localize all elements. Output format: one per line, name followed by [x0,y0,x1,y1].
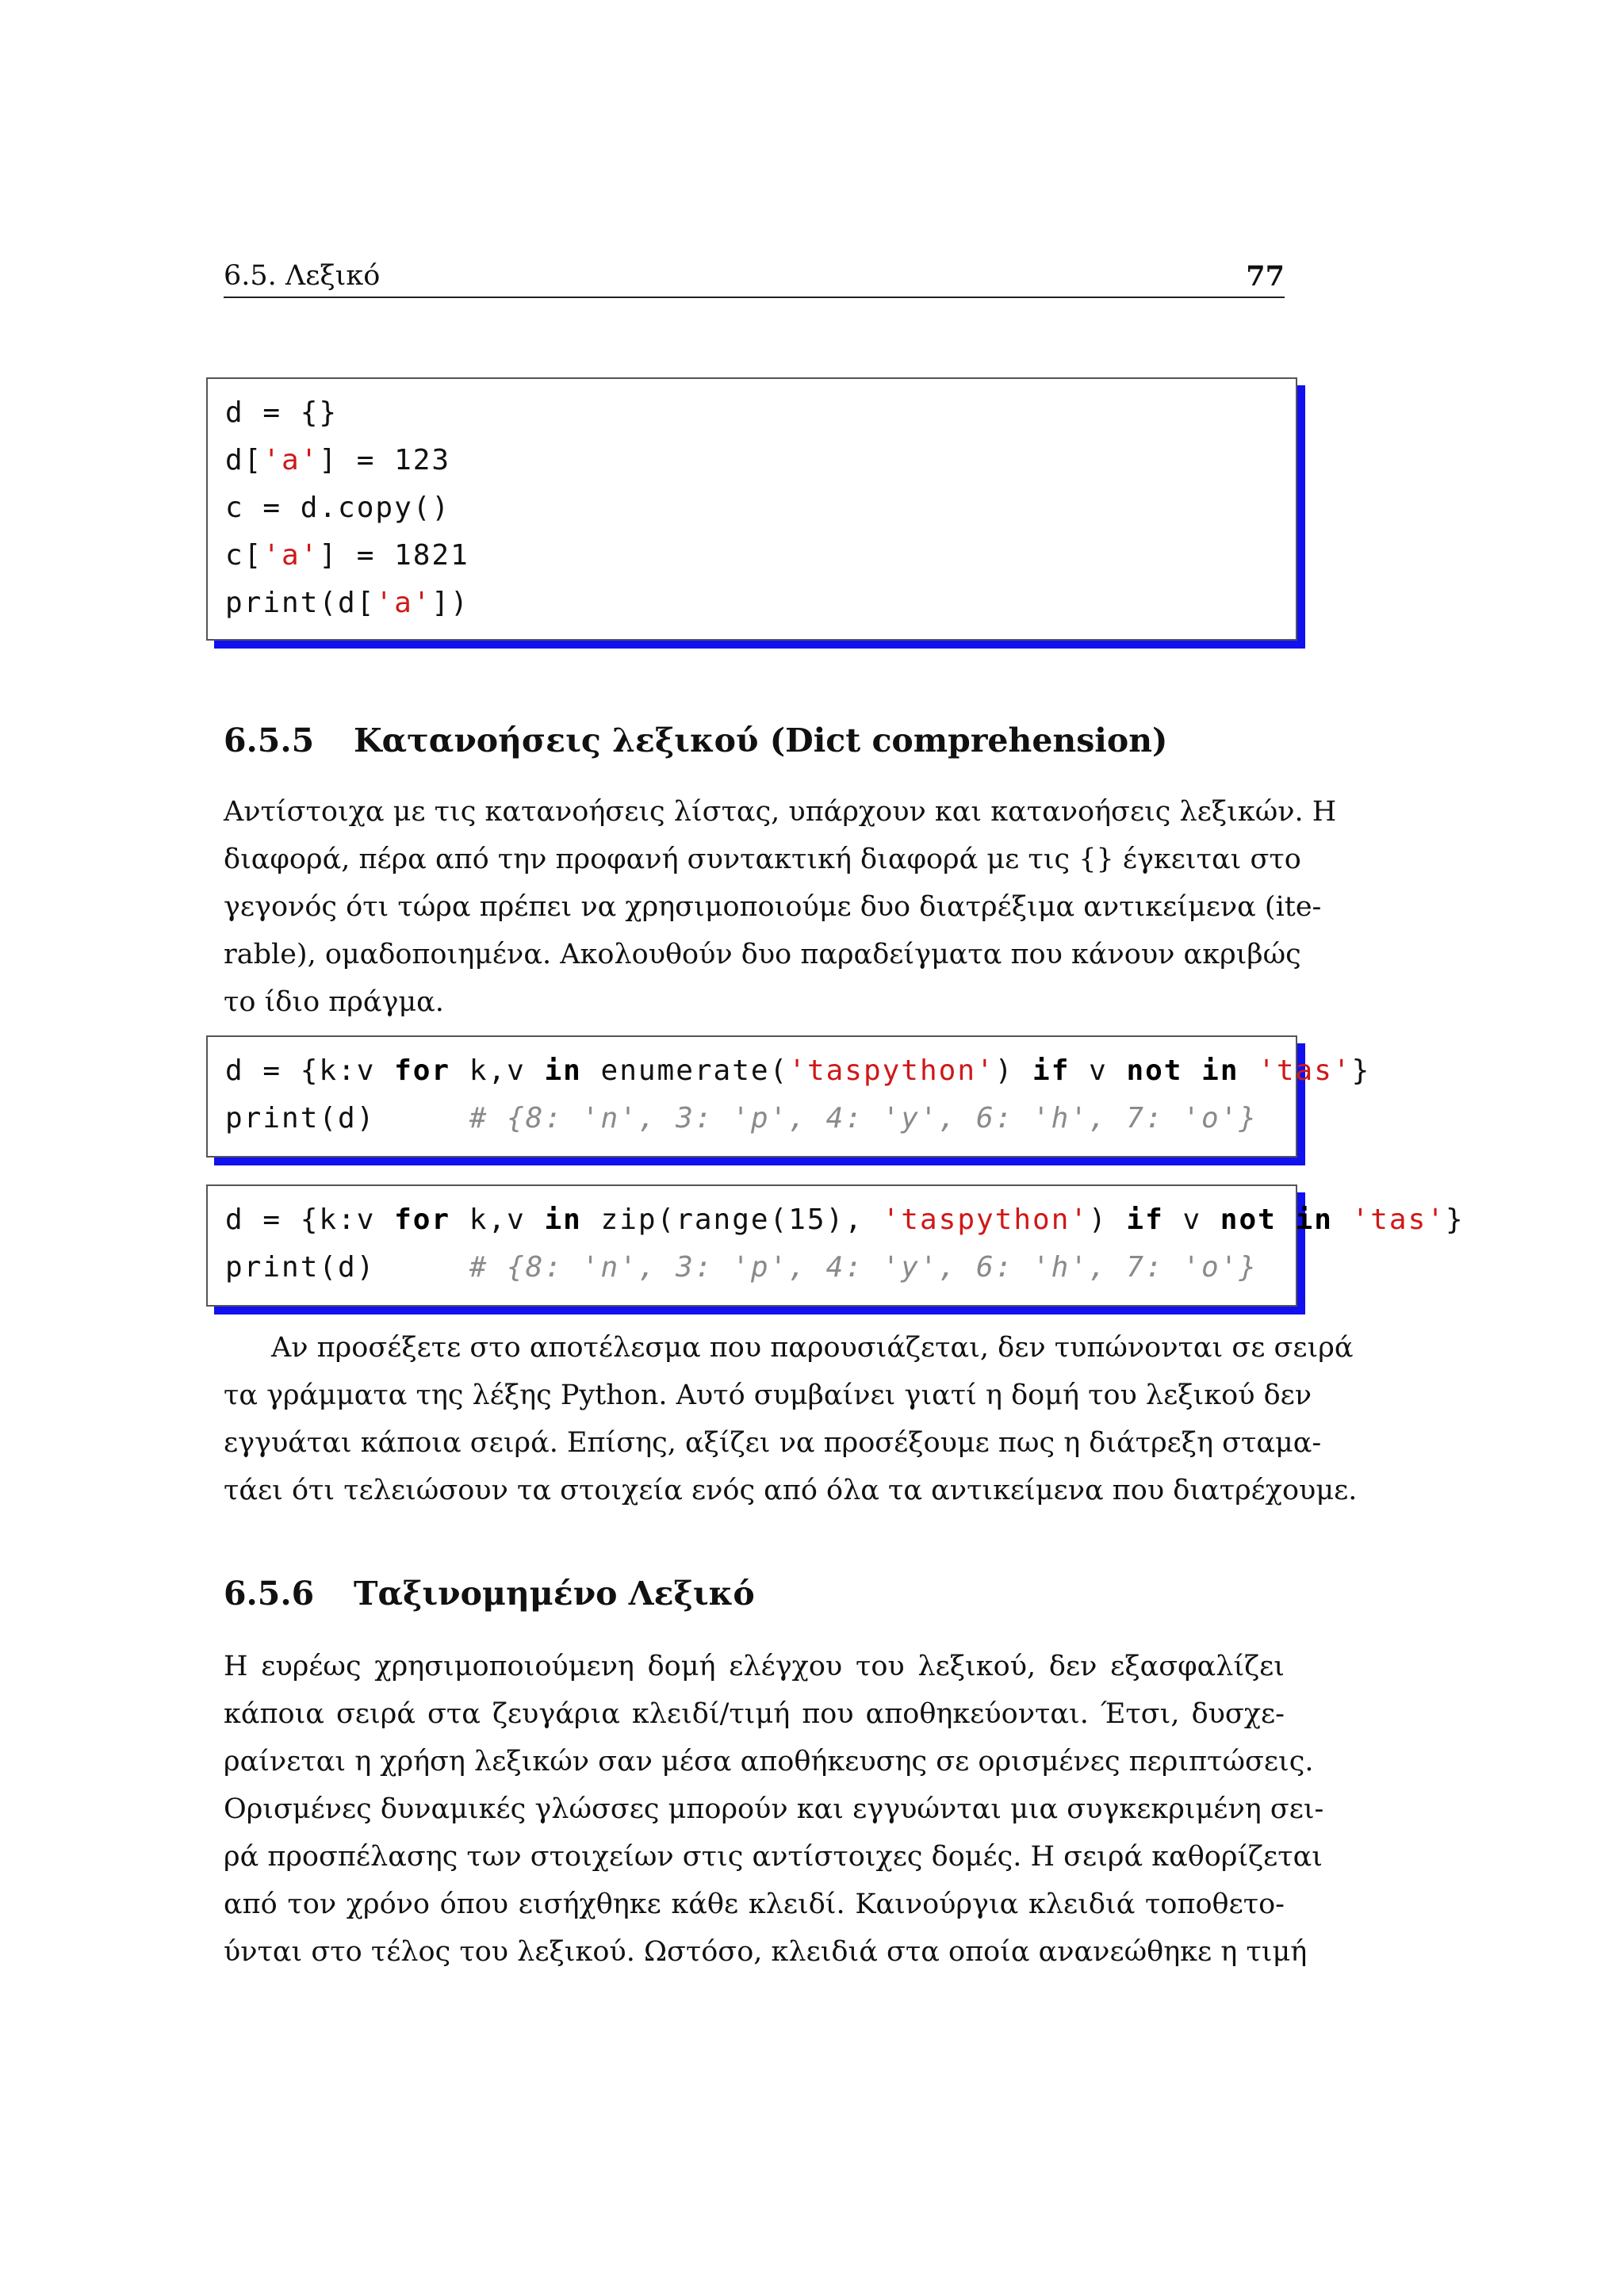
code-line [225,1102,1258,1135]
code-line [225,444,450,476]
header-section-title: 6.5. Λεξικό [224,260,381,292]
code-token: print(d) [225,1102,469,1135]
code-token: d[ [225,444,263,476]
code-string: 'taspython' [882,1203,1090,1236]
code-token: ) [1089,1203,1127,1236]
code-keyword: not [1220,1203,1277,1236]
code-token [1277,1203,1296,1236]
code-listing-copy [206,377,1297,641]
code-token [1333,1203,1352,1236]
paragraph-line: γεγονός ότι τώρα πρέπει να χρησιμοποιούμε δυο διατρέξιμα αντικείμενα (ite- [224,891,1322,923]
code-line [225,492,450,524]
code-line [225,1251,1258,1284]
code-token: v [1163,1203,1220,1236]
paragraph-line: κάποια σειρά στα ζευγάρια κλειδί/τιμή που αποθηκεύονται. Έτσι, δυσχε- [224,1698,1285,1730]
section-heading-6-5-5 [224,721,1167,760]
code-token: c = d.copy() [225,492,451,524]
code-string: 'a' [262,444,320,476]
code-token: ]) [431,587,469,619]
paragraph-line: τάει ότι τελειώσουν τα στοιχεία ενός από όλα τα αντικείμενα που διατρέχουμε. [224,1475,1358,1506]
code-comment: # {8: 'n', 3: 'p', 4: 'y', 6: 'h', 7: 'o'} [469,1102,1258,1135]
code-line [225,539,469,572]
paragraph-line: εγγυάται κάποια σειρά. Επίσης, αξίζει να προσέξουμε πως η διάτρεξη σταμα- [224,1427,1322,1459]
code-keyword: for [394,1054,451,1087]
code-string: 'tas' [1351,1203,1446,1236]
paragraph-line: ρά προσπέλασης των στοιχείων στις αντίστοιχες δομές. Η σειρά καθορίζεται [224,1841,1323,1873]
code-token: ] = 123 [319,444,451,476]
section-heading-6-5-6 [224,1575,755,1613]
code-string: 'a' [375,587,432,619]
paragraph-line: το ίδιο πράγμα. [224,986,444,1018]
code-listing-enumerate [206,1035,1371,1158]
paragraph-line: ραίνεται η χρήση λεξικών σαν μέσα αποθήκευσης σε ορισμένες περιπτώσεις. [224,1746,1314,1777]
paragraph-line: από τον χρόνο όπου εισήχθηκε κάθε κλειδί. Καινούργια κλειδιά τοποθετο- [224,1888,1285,1920]
code-line [225,1203,1465,1236]
code-token: d = {k:v [225,1203,395,1236]
section-title: Κατανοήσεις λεξικού (Dict comprehension) [354,721,1168,760]
code-token: } [1445,1203,1465,1236]
paragraph-line: rable), ομαδοποιημένα. Ακολουθούν δυο παραδείγματα που κάνουν ακριβώς [224,939,1301,970]
code-keyword: in [544,1054,582,1087]
code-line [225,587,469,619]
paragraph-line: ύνται στο τέλος του λεξικού. Ωστόσο, κλειδιά στα οποία ανανεώθηκε η τιμή [224,1936,1308,1968]
code-token: d = {} [225,396,339,429]
running-header [224,255,1285,298]
code-token: ) [994,1054,1033,1087]
code-keyword: if [1126,1203,1164,1236]
code-keyword: in [544,1203,582,1236]
paragraph-line: τα γράμματα της λέξης Python. Αυτό συμβαίνει γιατί η δομή του λεξικού δεν [224,1380,1312,1411]
code-keyword: in [1295,1203,1333,1236]
section-title: Ταξινομημένο Λεξικό [354,1575,755,1613]
paragraph-line: Η ευρέως χρησιμοποιούμενη δομή ελέγχου του λεξικού, δεν εξασφαλίζει [224,1651,1285,1682]
code-line [225,1054,1370,1087]
code-listing-zip [206,1184,1465,1307]
paragraph-line: διαφορά, πέρα από την προφανή συντακτική διαφορά με τις {} έγκειται στο [224,844,1301,875]
code-token: k,v [450,1203,545,1236]
code-keyword: if [1032,1054,1071,1087]
code-token: k,v [450,1054,545,1087]
paragraph-line: Αν προσέξετε στο αποτέλεσμα που παρουσιάζεται, δεν τυπώνονται σε σειρά [271,1332,1354,1364]
code-token [1239,1054,1258,1087]
code-keyword: for [394,1203,451,1236]
code-string: 'a' [262,539,320,572]
section-number: 6.5.6 [224,1575,315,1613]
code-string: 'taspython' [788,1054,995,1087]
code-token: } [1351,1054,1371,1087]
paragraph-line: Ορισμένες δυναμικές γλώσσες μπορούν και εγγυώνται μια συγκεκριμένη σει- [224,1793,1324,1825]
code-token: print(d) [225,1251,469,1284]
page-number: 77 [1246,260,1285,293]
code-token: enumerate( [581,1054,789,1087]
code-token: c[ [225,539,263,572]
code-keyword: not [1126,1054,1183,1087]
code-token: v [1070,1054,1127,1087]
code-token: zip(range(15), [581,1203,883,1236]
section-number: 6.5.5 [224,721,315,760]
code-keyword: in [1201,1054,1239,1087]
code-token: ] = 1821 [319,539,469,572]
code-token: print(d[ [225,587,376,619]
code-string: 'tas' [1258,1054,1352,1087]
code-token: d = {k:v [225,1054,395,1087]
code-comment: # {8: 'n', 3: 'p', 4: 'y', 6: 'h', 7: 'o'} [469,1251,1258,1284]
code-token [1182,1054,1201,1087]
paragraph-line: Αντίστοιχα με τις κατανοήσεις λίστας, υπάρχουν και κατανοήσεις λεξικών. Η [224,796,1337,828]
code-line [225,396,338,429]
